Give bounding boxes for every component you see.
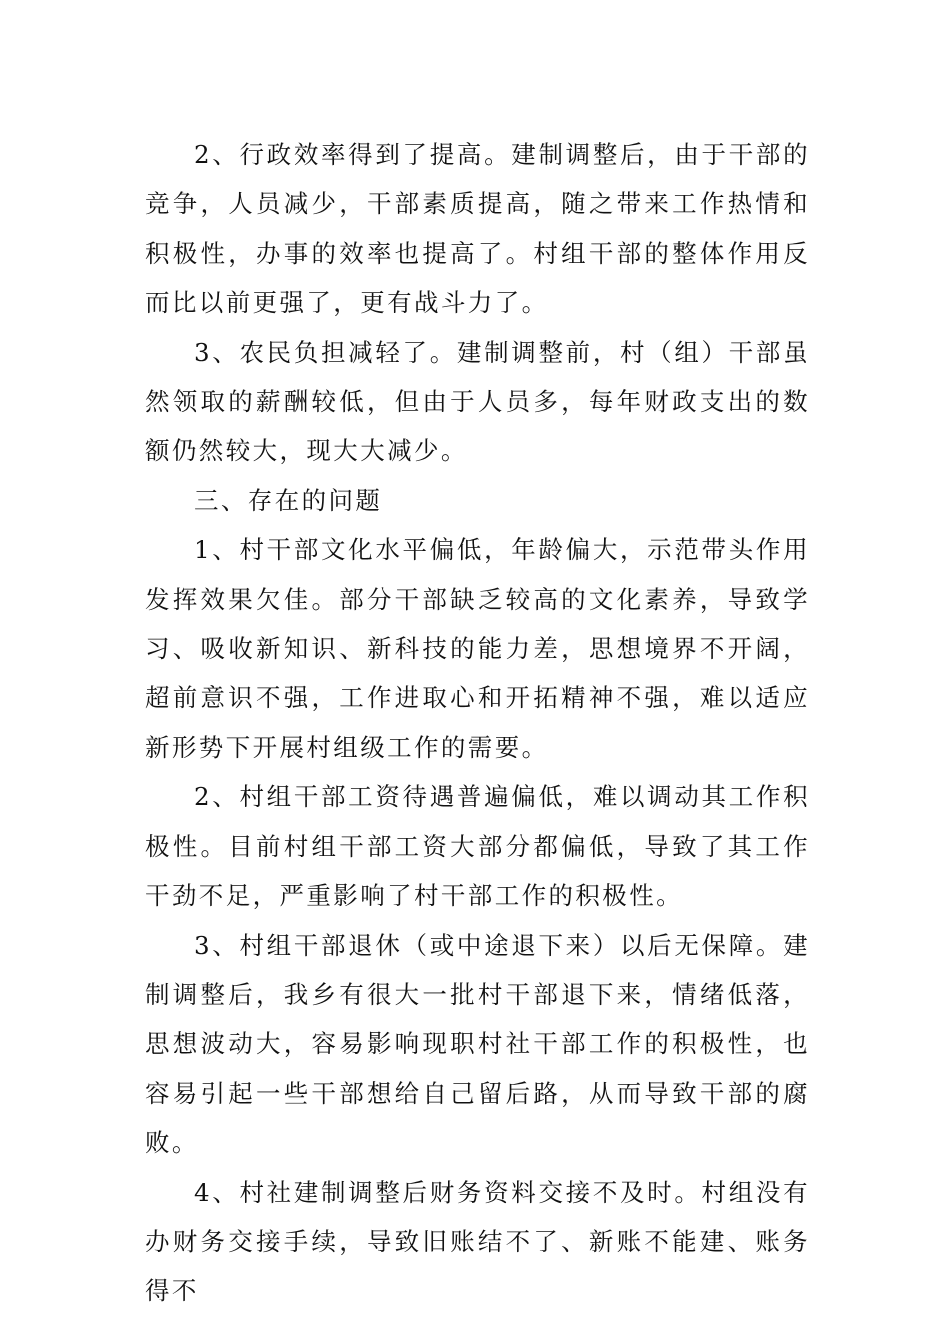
paragraph-cadre-retirement: 3、村组干部退休（或中途退下来）以后无保障。建制调整后，我乡有很大一批村干部退下来，情绪低落，思想波动大，容易影响现职村社干部工作的积极性，也容易引起一些干部想给自己留后路，从而导致干部的腐败。	[145, 930, 810, 1158]
document-body	[145, 130, 810, 1316]
paragraph-cadre-education: 1、村干部文化水平偏低，年龄偏大，示范带头作用发挥效果欠佳。部分干部缺乏较高的文化素养，导致学习、吸收新知识、新科技的能力差，思想境界不开阔，超前意识不强，工作进取心和开拓精神不强，难以适应新形势下开展村组级工作的需要。	[145, 535, 810, 762]
paragraph-efficiency: 2、行政效率得到了提高。建制调整后，由于干部的竞争，人员减少，干部素质提高，随之带来工作热情和积极性，办事的效率也提高了。村组干部的整体作用反而比以前更强了，更有战斗力了。	[145, 140, 810, 318]
paragraph-farmer-burden: 3、农民负担减轻了。建制调整前，村（组）干部虽然领取的薪酬较低，但由于人员多，每年财政支出的数额仍然较大，现大大减少。	[145, 337, 810, 466]
paragraph-cadre-salary: 2、村组干部工资待遇普遍偏低，难以调动其工作积极性。目前村组干部工资大部分都偏低，导致了其工作干劲不足，严重影响了村干部工作的积极性。	[145, 782, 810, 911]
paragraph-financial-handover: 4、村社建制调整后财务资料交接不及时。村组没有办财务交接手续，导致旧账结不了、新账不能建、账务得不	[145, 1177, 810, 1306]
section-heading-problems: 三、存在的问题	[194, 485, 383, 515]
